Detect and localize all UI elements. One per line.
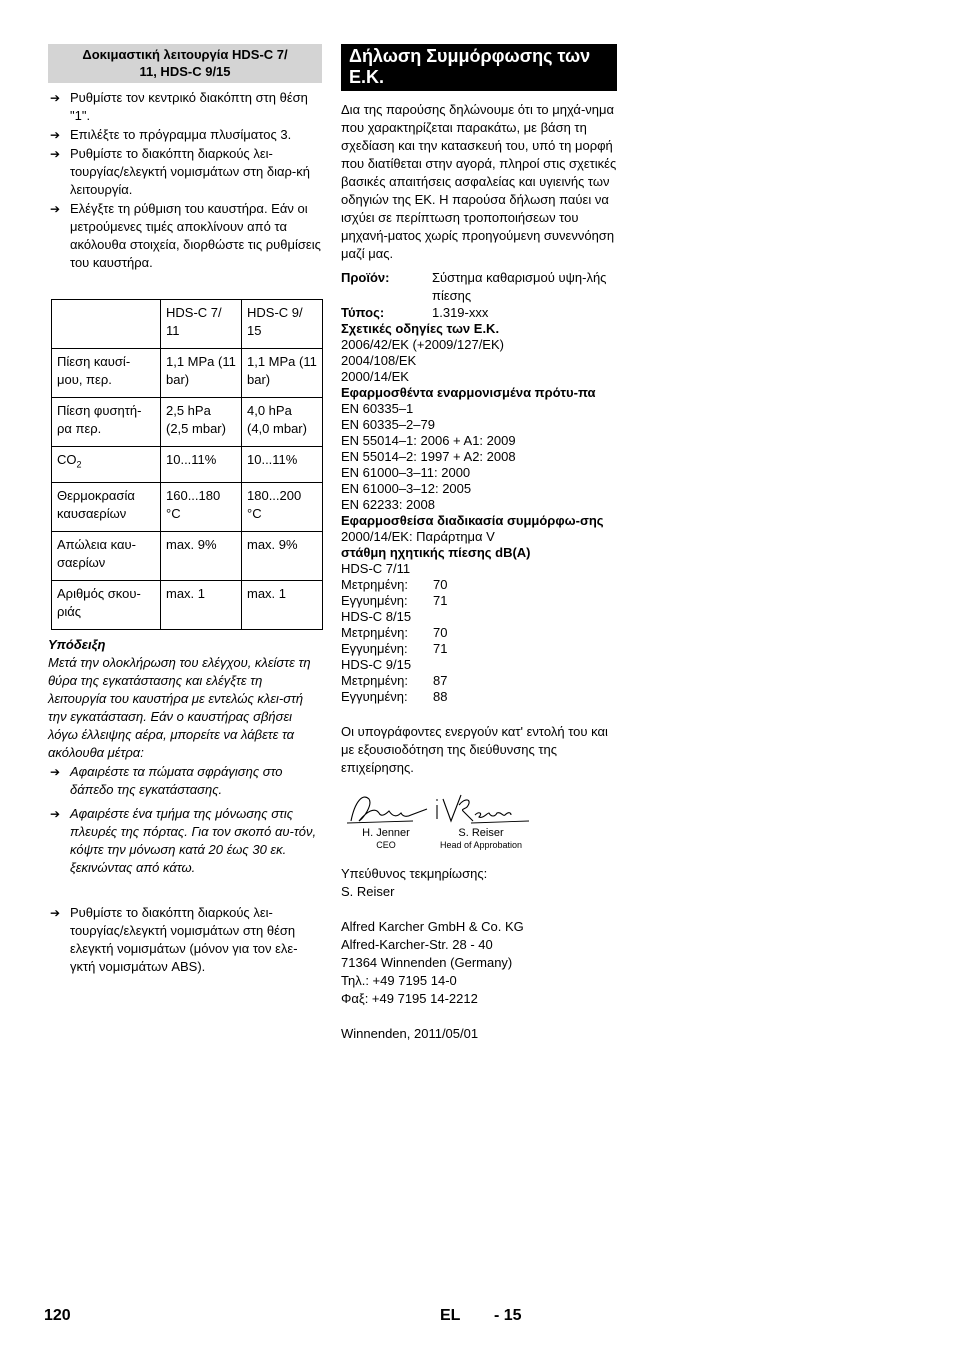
place-date: Winnenden, 2011/05/01 <box>341 1026 479 1041</box>
list-item: EN 60335–2–79 <box>341 417 435 432</box>
guaranteed-row: Εγγυημένη: 71 <box>341 641 448 656</box>
measured-row: Μετρημένη: 70 <box>341 577 448 592</box>
table-cell: Πίεση φυσητή-ρα περ. <box>52 398 161 447</box>
doc-responsible-name: S. Reiser <box>341 884 395 899</box>
step-item: ➔ Ρυθμίστε το διακόπτη διαρκούς λει-τουργίας/ελεγκτή νομισμάτων στη θέση ελεγκτή νομισμάτων (μόνον για τον ελε-γκτή νομισμάτων ABS). <box>50 904 298 974</box>
arrow-right-icon: ➔ <box>50 905 61 920</box>
table-cell <box>52 300 161 349</box>
directives-heading: Σχετικές οδηγίες των Ε.Κ. <box>341 321 500 336</box>
arrow-right-icon: ➔ <box>50 202 61 216</box>
arrow-right-icon: ➔ <box>50 91 61 105</box>
address-line: Alfred Karcher GmbH & Co. KG <box>341 919 524 934</box>
table-cell: 2,5 hPa (2,5 mbar) <box>161 398 242 447</box>
table-cell: Απώλεια καυ-σαερίων <box>52 531 161 580</box>
doc-responsible-label: Υπεύθυνος τεκμηρίωσης: <box>341 866 488 881</box>
signature-jenner: H. Jenner CEO <box>341 791 431 853</box>
table-cell: 180...200 °C <box>242 482 323 531</box>
right-column <box>341 44 617 1043</box>
handwritten-signature-icon <box>341 791 431 827</box>
table-cell: Αριθμός σκου-ριάς <box>52 580 161 629</box>
list-item: EN 61000–3–11: 2000 <box>341 465 471 480</box>
section-heading-test-run: Δοκιμαστική λειτουργία HDS-C 7/ 11, HDS-C 9/15 <box>48 44 322 83</box>
table-cell: max. 9% <box>161 531 242 580</box>
step-item: ➔ Ελέγξτε τη ρύθμιση του καυστήρα. Εάν οι μετρούμενες τιμές αποκλίνουν από τα ακόλουθα στοιχεία, διορθώστε τις ρυθμίσεις του καυστήρα. <box>50 201 321 270</box>
address-block <box>341 918 617 1008</box>
table-row <box>52 482 323 531</box>
left-column <box>48 44 322 977</box>
table-row <box>52 349 323 398</box>
handwritten-signature-icon <box>431 791 531 827</box>
address-line: Φαξ: +49 7195 14-2212 <box>341 991 478 1006</box>
measured-row: Μετρημένη: 87 <box>341 673 448 688</box>
standards-heading: Εφαρμοσθέντα εναρμονισμένα πρότυ-πα <box>341 385 596 400</box>
signatories-text: Οι υπογράφοντες ενεργούν κατ' εντολή του και με εξουσιοδότηση της διεύθυνσης της επιχείρησης. <box>341 724 608 775</box>
sound-heading: στάθμη ηχητικής πίεσης dB(A) <box>341 545 531 560</box>
table-cell: HDS-C 9/ 15 <box>242 300 323 349</box>
measured-row: Μετρημένη: 70 <box>341 625 448 640</box>
product-row: Προϊόν: Σύστημα καθαρισμού υψη-λής πίεσης <box>341 270 607 303</box>
address-line: Τηλ.: +49 7195 14-0 <box>341 973 457 988</box>
table-row <box>52 447 323 483</box>
note-step-item: ➔ Αφαιρέστε τα πώματα σφράγισης στο δάπεδο της εγκατάστασης. <box>50 763 283 797</box>
list-item: EN 55014–1: 2006 + A1: 2009 <box>341 433 516 448</box>
list-item: EN 55014–2: 1997 + A2: 2008 <box>341 449 516 464</box>
signature-reiser: S. Reiser Head of Approbation <box>431 791 531 853</box>
guaranteed-row: Εγγυημένη: 88 <box>341 689 448 704</box>
table-row <box>52 398 323 447</box>
list-item: 2000/14/ΕΚ <box>341 369 409 384</box>
table-cell: 10...11% <box>242 447 323 483</box>
declaration-intro: Δια της παρούσης δηλώνουμε ότι το μηχά-νημα που χαρακτηρίζεται παρακάτω, με βάση τη σχεδίαση και την κατασκευή του, υπό τη μορφή που διατίθεται στην αγορά, πληροί στις σχετικές βασικές απαιτήσεις ασφαλείας και υγιεινής των οδηγιών της ΕΚ. Η παρούσα δήλωση παύει να ισχύει σε περίπτωση τροποποιήσεων του μηχανή-ματος χωρίς προηγούμενη συνεννόηση μαζί μας. <box>341 102 617 261</box>
note-text: Μετά την ολοκλήρωση του ελέγχου, κλείστε τη θύρα της εγκατάστασης και ελέγξτε τη λειτουργία του καυστήρα με εντελώς κλει-στή την εγκατάσταση. Εάν ο καυστήρας σβήσει λόγω έλλειψης αέρα, μπορείτε να λάβετε τα ακόλουθα μέτρα: <box>48 654 311 760</box>
arrow-right-icon: ➔ <box>50 147 61 161</box>
type-row: Τύπος: 1.319-xxx <box>341 305 489 320</box>
table-row <box>52 580 323 629</box>
table-cell: 160...180 °C <box>161 482 242 531</box>
model-name: HDS-C 8/15 <box>341 609 412 624</box>
address-line: Alfred-Karcher-Str. 28 - 40 <box>341 937 493 952</box>
table-cell: max. 9% <box>242 531 323 580</box>
table-cell: 4,0 hPa (4,0 mbar) <box>242 398 323 447</box>
arrow-right-icon: ➔ <box>50 764 61 779</box>
arrow-right-icon: ➔ <box>50 128 61 142</box>
page-number: 120 <box>44 1307 71 1324</box>
table-cell: 1,1 MPa (11 bar) <box>242 349 323 398</box>
list-item: 2006/42/ΕΚ (+2009/127/ΕΚ) <box>341 337 504 352</box>
sub-page-number: - 15 <box>494 1307 522 1324</box>
list-item: EN 62233: 2008 <box>341 497 435 512</box>
list-item: EN 60335–1 <box>341 401 414 416</box>
table-cell: Πίεση καυσί-μου, περ. <box>52 349 161 398</box>
guaranteed-row: Εγγυημένη: 71 <box>341 593 448 608</box>
model-name: HDS-C 7/11 <box>341 561 411 576</box>
table-cell: 1,1 MPa (11 bar) <box>161 349 242 398</box>
table-cell: Θερμοκρασία καυσαερίων <box>52 482 161 531</box>
table-header-row <box>52 300 323 349</box>
step-item: ➔ Επιλέξτε το πρόγραμμα πλυσίματος 3. <box>50 127 292 142</box>
table-cell: max. 1 <box>161 580 242 629</box>
signature-row <box>341 791 617 853</box>
note-step-item: ➔ Αφαιρέστε ένα τμήμα της μόνωσης στις πλευρές της πόρτας. Για τον σκοπό αυ-τόν, κόψτε την μόνωση κατά 20 έως 30 εκ. ξεκινώντας από κάτω. <box>50 805 317 875</box>
language-code: EL <box>440 1307 461 1324</box>
declaration-title: Δήλωση Συμμόρφωσης των Ε.Κ. <box>341 44 617 91</box>
address-line: 71364 Winnenden (Germany) <box>341 955 513 970</box>
table-cell-co2: $CO_2$ <box>52 447 161 483</box>
model-name: HDS-C 9/15 <box>341 657 412 672</box>
table-cell: max. 1 <box>242 580 323 629</box>
table-cell: HDS-C 7/ 11 <box>161 300 242 349</box>
step-item: ➔ Ρυθμίστε τον κεντρικό διακόπτη στη θέση "1". <box>50 90 308 123</box>
list-item: 2004/108/ΕΚ <box>341 353 417 368</box>
table-cell: 10...11% <box>161 447 242 483</box>
list-item: EN 61000–3–12: 2005 <box>341 481 472 496</box>
note-heading: Υπόδειξη <box>48 636 106 652</box>
arrow-right-icon: ➔ <box>50 806 61 821</box>
table-row <box>52 531 323 580</box>
step-item: ➔ Ρυθμίστε το διακόπτη διαρκούς λει-τουργίας/ελεγκτή νομισμάτων στη διαρ-κή λειτουργία. <box>50 146 310 197</box>
procedure-heading: Εφαρμοσθείσα διαδικασία συμμόρφω-σης <box>341 513 604 528</box>
procedure-text: 2000/14/ΕΚ: Παράρτημα V <box>341 529 495 544</box>
burner-settings-table <box>51 299 323 630</box>
